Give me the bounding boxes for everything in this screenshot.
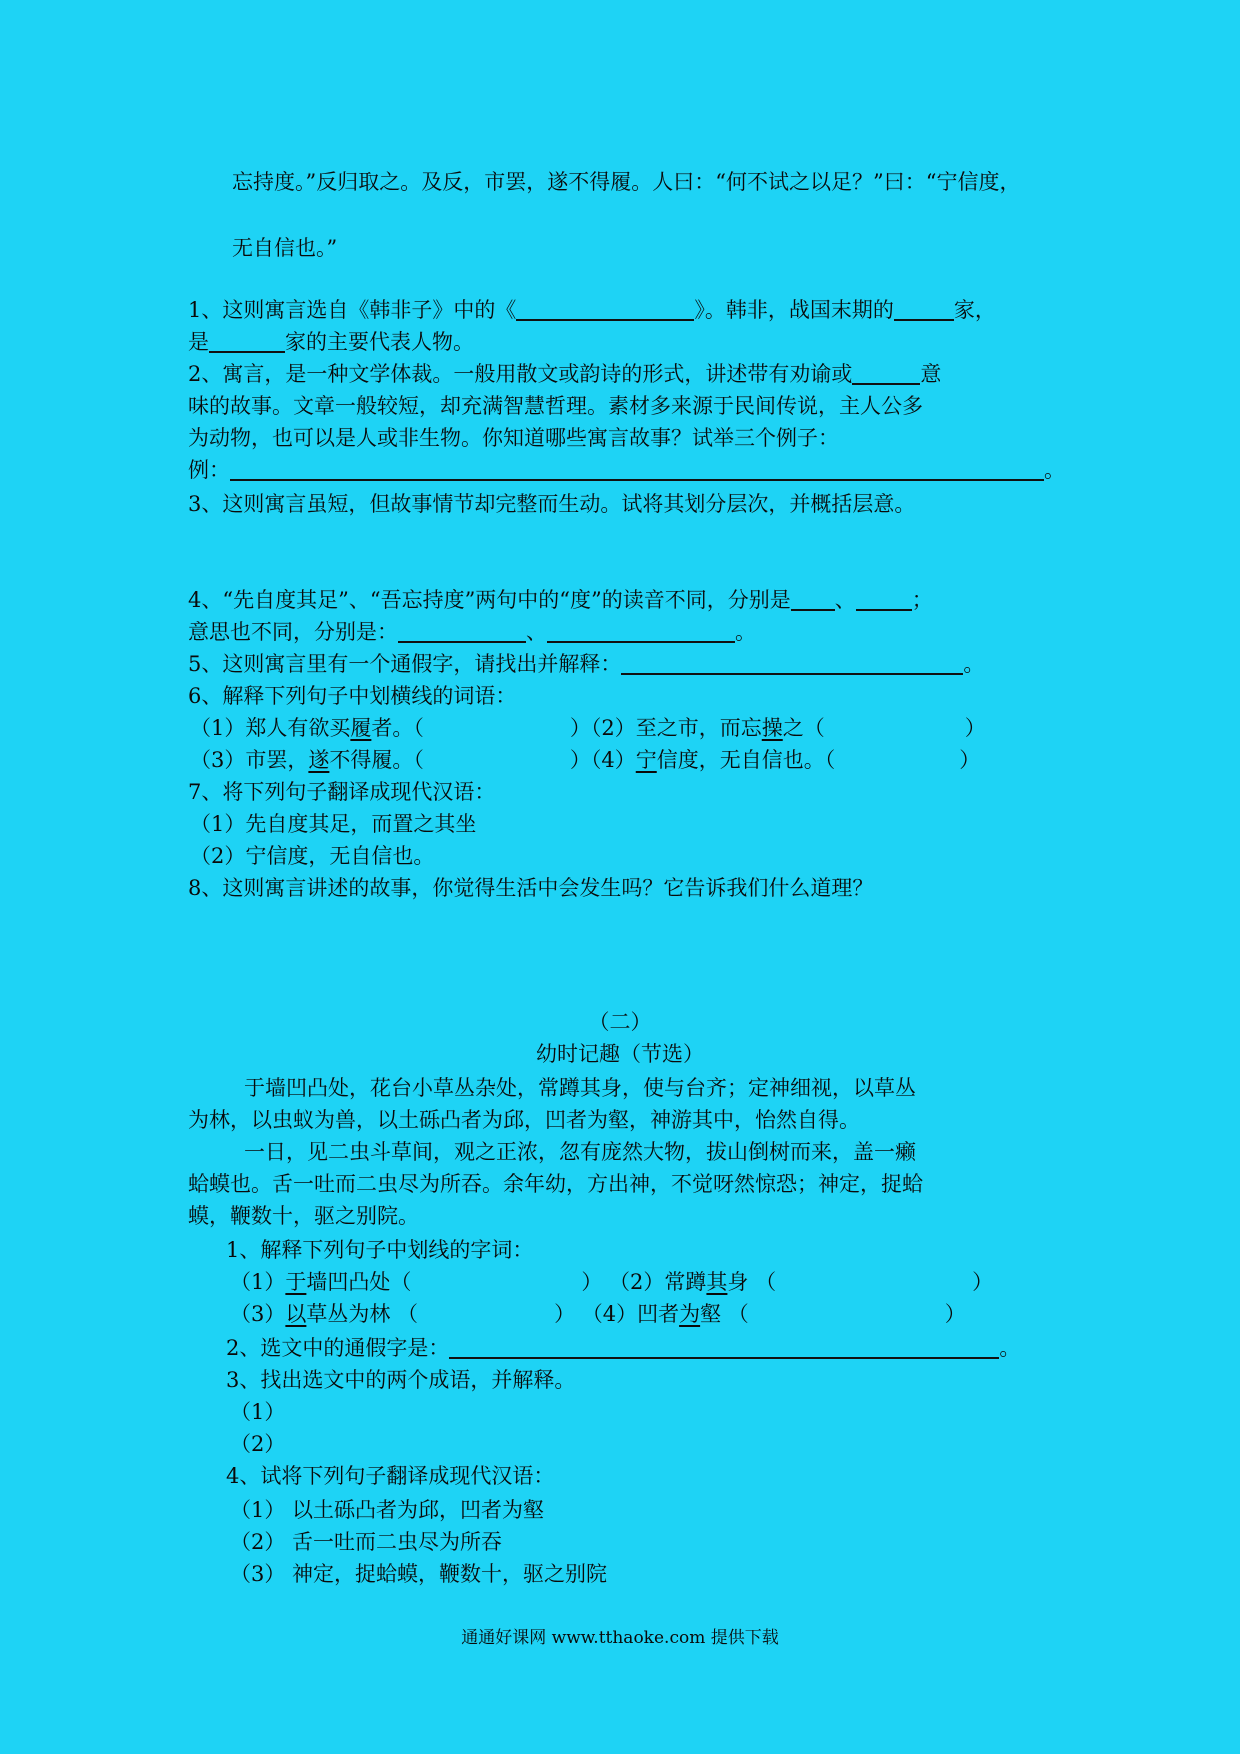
answer-blank[interactable]: [856, 585, 912, 611]
passage2-p2-line-2: 蛤蟆也。舌一吐而二虫尽为所吞。余年幼，方出神，不觉呀然惊恐；神定，捉蛤: [188, 1172, 923, 1196]
question-8: 8、这则寓言讲述的故事，你觉得生活中会发生吗？它告诉我们什么道理？: [188, 876, 874, 900]
question-2-line-1: 2、寓言，是一种文学体裁。一般用散文或韵诗的形式，讲述带有劝谕或 意: [188, 358, 1050, 390]
part2-question-4: 4、试将下列句子翻译成现代汉语：: [226, 1464, 555, 1488]
question-5: 5、这则寓言里有一个通假字，请找出并解释： 。: [188, 648, 1050, 680]
question-1-line-2: 是 家的主要代表人物。: [188, 326, 1050, 358]
passage2-p2-line-1: 一日，见二虫斗草间，观之正浓，忽有庞然大物，拔山倒树而来，盖一癞: [244, 1140, 916, 1164]
passage2-p1-line-2: 为林，以虫蚁为兽，以土砾凸者为邱，凹者为壑，神游其中，怡然自得。: [188, 1108, 860, 1132]
section-number: （二）: [588, 1010, 652, 1034]
question-7-item-2: （2）宁信度，无自信也。: [190, 844, 435, 868]
question-6: 6、解释下列句子中划横线的词语：: [188, 684, 517, 708]
passage2-p2-line-3: 蟆，鞭数十，驱之别院。: [188, 1204, 419, 1228]
answer-blank[interactable]: [852, 359, 920, 385]
question-6-row-2: （3）市罢，遂不得履。（ ）（4）宁信度，无自信也。（ ）: [190, 748, 981, 772]
answer-blank[interactable]: [621, 649, 963, 675]
footer-download-note: 通通好课网 www.tthaoke.com 提供下载: [461, 1628, 779, 1648]
question-7-item-1: （1）先自度其足，而置之其坐: [190, 812, 477, 836]
answer-blank[interactable]: [547, 617, 735, 643]
passage-line-2: 无自信也。”: [232, 236, 338, 260]
question-4-line-2: 意思也不同，分别是： 、 。: [188, 616, 1050, 648]
part2-question-1: 1、解释下列句子中划线的字词：: [226, 1238, 534, 1262]
question-2-line-4: 例： 。: [188, 454, 1050, 486]
part2-question-1-row-1: （1）于墙凹凸处（ ） （2）常蹲其身 （ ）: [230, 1270, 994, 1294]
answer-blank[interactable]: [894, 295, 954, 321]
answer-blank[interactable]: [791, 585, 835, 611]
answer-blank[interactable]: [398, 617, 526, 643]
answer-blank[interactable]: [516, 295, 694, 321]
part2-question-1-row-2: （3）以草丛为林 （ ） （4）凹者为壑 （ ）: [230, 1302, 966, 1326]
passage2-p1-line-1: 于墙凹凸处，花台小草丛杂处，常蹲其身，使与台齐；定神细视，以草丛: [244, 1076, 916, 1100]
part2-question-3: 3、找出选文中的两个成语，并解释。: [226, 1368, 576, 1392]
question-7: 7、将下列句子翻译成现代汉语：: [188, 780, 496, 804]
answer-blank[interactable]: [230, 455, 1044, 481]
part2-question-3-item-2: （2）: [230, 1432, 286, 1456]
answer-blank[interactable]: [449, 1333, 999, 1359]
part2-question-4-item-2: （2） 舌一吐而二虫尽为所吞: [230, 1530, 503, 1554]
answer-blank[interactable]: [209, 327, 285, 353]
part2-question-4-item-1: （1） 以土砾凸者为邱，凹者为壑: [230, 1498, 545, 1522]
passage-line-1: 忘持度。”反归取之。及反，市罢，遂不得履。人曰：“何不试之以足？”曰：“宁信度，: [232, 170, 1021, 194]
passage-title: 幼时记趣（节选）: [536, 1042, 704, 1066]
part2-question-3-item-1: （1）: [230, 1400, 286, 1424]
question-1-line-1: 1、这则寓言选自《韩非子》中的《 》。韩非，战国末期的 家，: [188, 294, 1050, 326]
part2-question-2: 2、选文中的通假字是： 。: [226, 1332, 1088, 1364]
question-2-line-3: 为动物，也可以是人或非生物。你知道哪些寓言故事？试举三个例子：: [188, 426, 839, 450]
question-2-line-2: 味的故事。文章一般较短，却充满智慧哲理。素材多来源于民间传说，主人公多: [188, 394, 923, 418]
question-6-row-1: （1）郑人有欲买履者。（ ）（2）至之市，而忘操之（ ）: [190, 716, 986, 740]
question-3: 3、这则寓言虽短，但故事情节却完整而生动。试将其划分层次，并概括层意。: [188, 492, 916, 516]
question-4-line-1: 4、“先自度其足”、“吾忘持度”两句中的“度”的读音不同，分别是 、 ；: [188, 584, 1050, 616]
part2-question-4-item-3: （3） 神定，捉蛤蟆，鞭数十，驱之别院: [230, 1562, 608, 1586]
